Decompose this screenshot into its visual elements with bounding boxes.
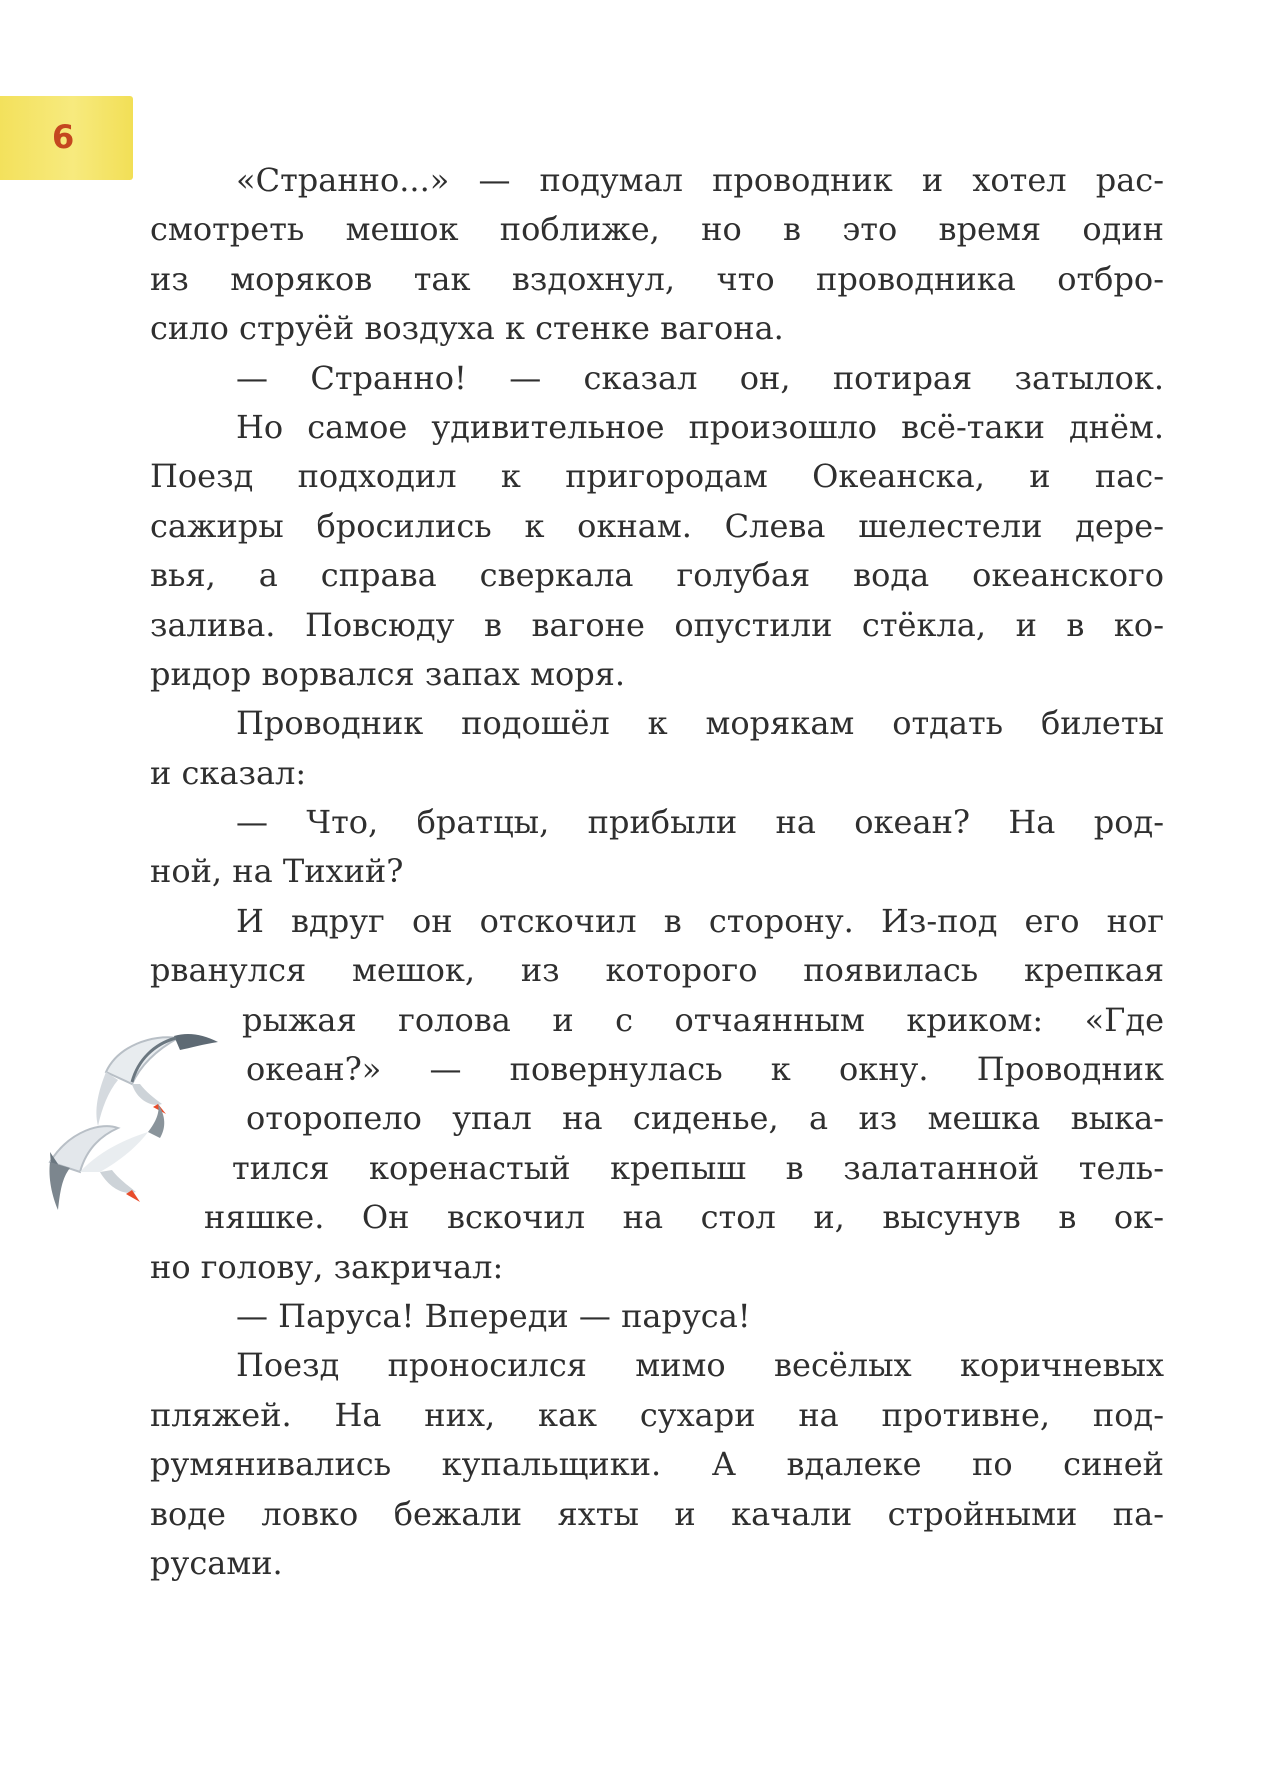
text-line: смотреть мешок поближе, но в это время один <box>150 210 1164 249</box>
text-line: румянивались купальщики. А вдалеке по синей <box>150 1445 1164 1484</box>
text-line: оторопело упал на сиденье, а из мешка выка- <box>246 1099 1164 1138</box>
text-line: пляжей. На них, как сухари на противне, под- <box>150 1395 1164 1434</box>
text-line: рыжая голова и с отчаянным криком: «Где <box>242 1000 1164 1039</box>
text-line: но голову, закричал: <box>150 1247 504 1286</box>
text-line: ридор ворвался запах моря. <box>150 654 626 693</box>
text-line: сило струёй воздуха к стенке вагона. <box>150 309 784 348</box>
text-line: сажиры бросились к окнам. Слева шелестели дере- <box>150 506 1164 545</box>
text-line: няшке. Он вскочил на стол и, высунув в ок- <box>204 1198 1164 1237</box>
text-line: тился коренастый крепыш в залатанной тель- <box>232 1148 1164 1187</box>
text-line: и сказал: <box>150 753 307 792</box>
text-line: залива. Повсюду в вагоне опустили стёкла, и в ко- <box>150 605 1164 644</box>
text-line: — Странно! — сказал он, потирая затылок. <box>236 358 1164 397</box>
page-number: 6 <box>52 118 75 156</box>
text-line: рванулся мешок, из которого появилась крепкая <box>150 951 1164 990</box>
text-line: Поезд проносился мимо весёлых коричневых <box>236 1346 1164 1385</box>
body-text <box>150 156 1164 1588</box>
text-line: океан?» — повернулась к окну. Проводник <box>246 1050 1164 1089</box>
text-line: — Паруса! Впереди — паруса! <box>236 1296 751 1335</box>
text-line: «Странно...» — подумал проводник и хотел рас- <box>236 161 1164 199</box>
text-line: — Что, братцы, прибыли на океан? На род- <box>236 803 1164 842</box>
text-line: Поезд подходил к пригородам Океанска, и пас- <box>150 457 1164 496</box>
text-line: ной, на Тихий? <box>150 852 404 891</box>
text-line: Но самое удивительное произошло всё-таки днём. <box>236 407 1164 446</box>
text-line: И вдруг он отскочил в сторону. Из-под его ног <box>236 901 1164 940</box>
text-line: вья, а справа сверкала голубая вода океанского <box>150 556 1164 595</box>
text-line: русами. <box>150 1543 283 1582</box>
seagull-2-icon <box>49 1104 164 1210</box>
text-line: воде ловко бежали яхты и качали стройными па- <box>150 1494 1164 1533</box>
text-line: из моряков так вздохнул, что проводника отбро- <box>150 259 1164 298</box>
text-line: Проводник подошёл к морякам отдать билеты <box>236 704 1164 743</box>
